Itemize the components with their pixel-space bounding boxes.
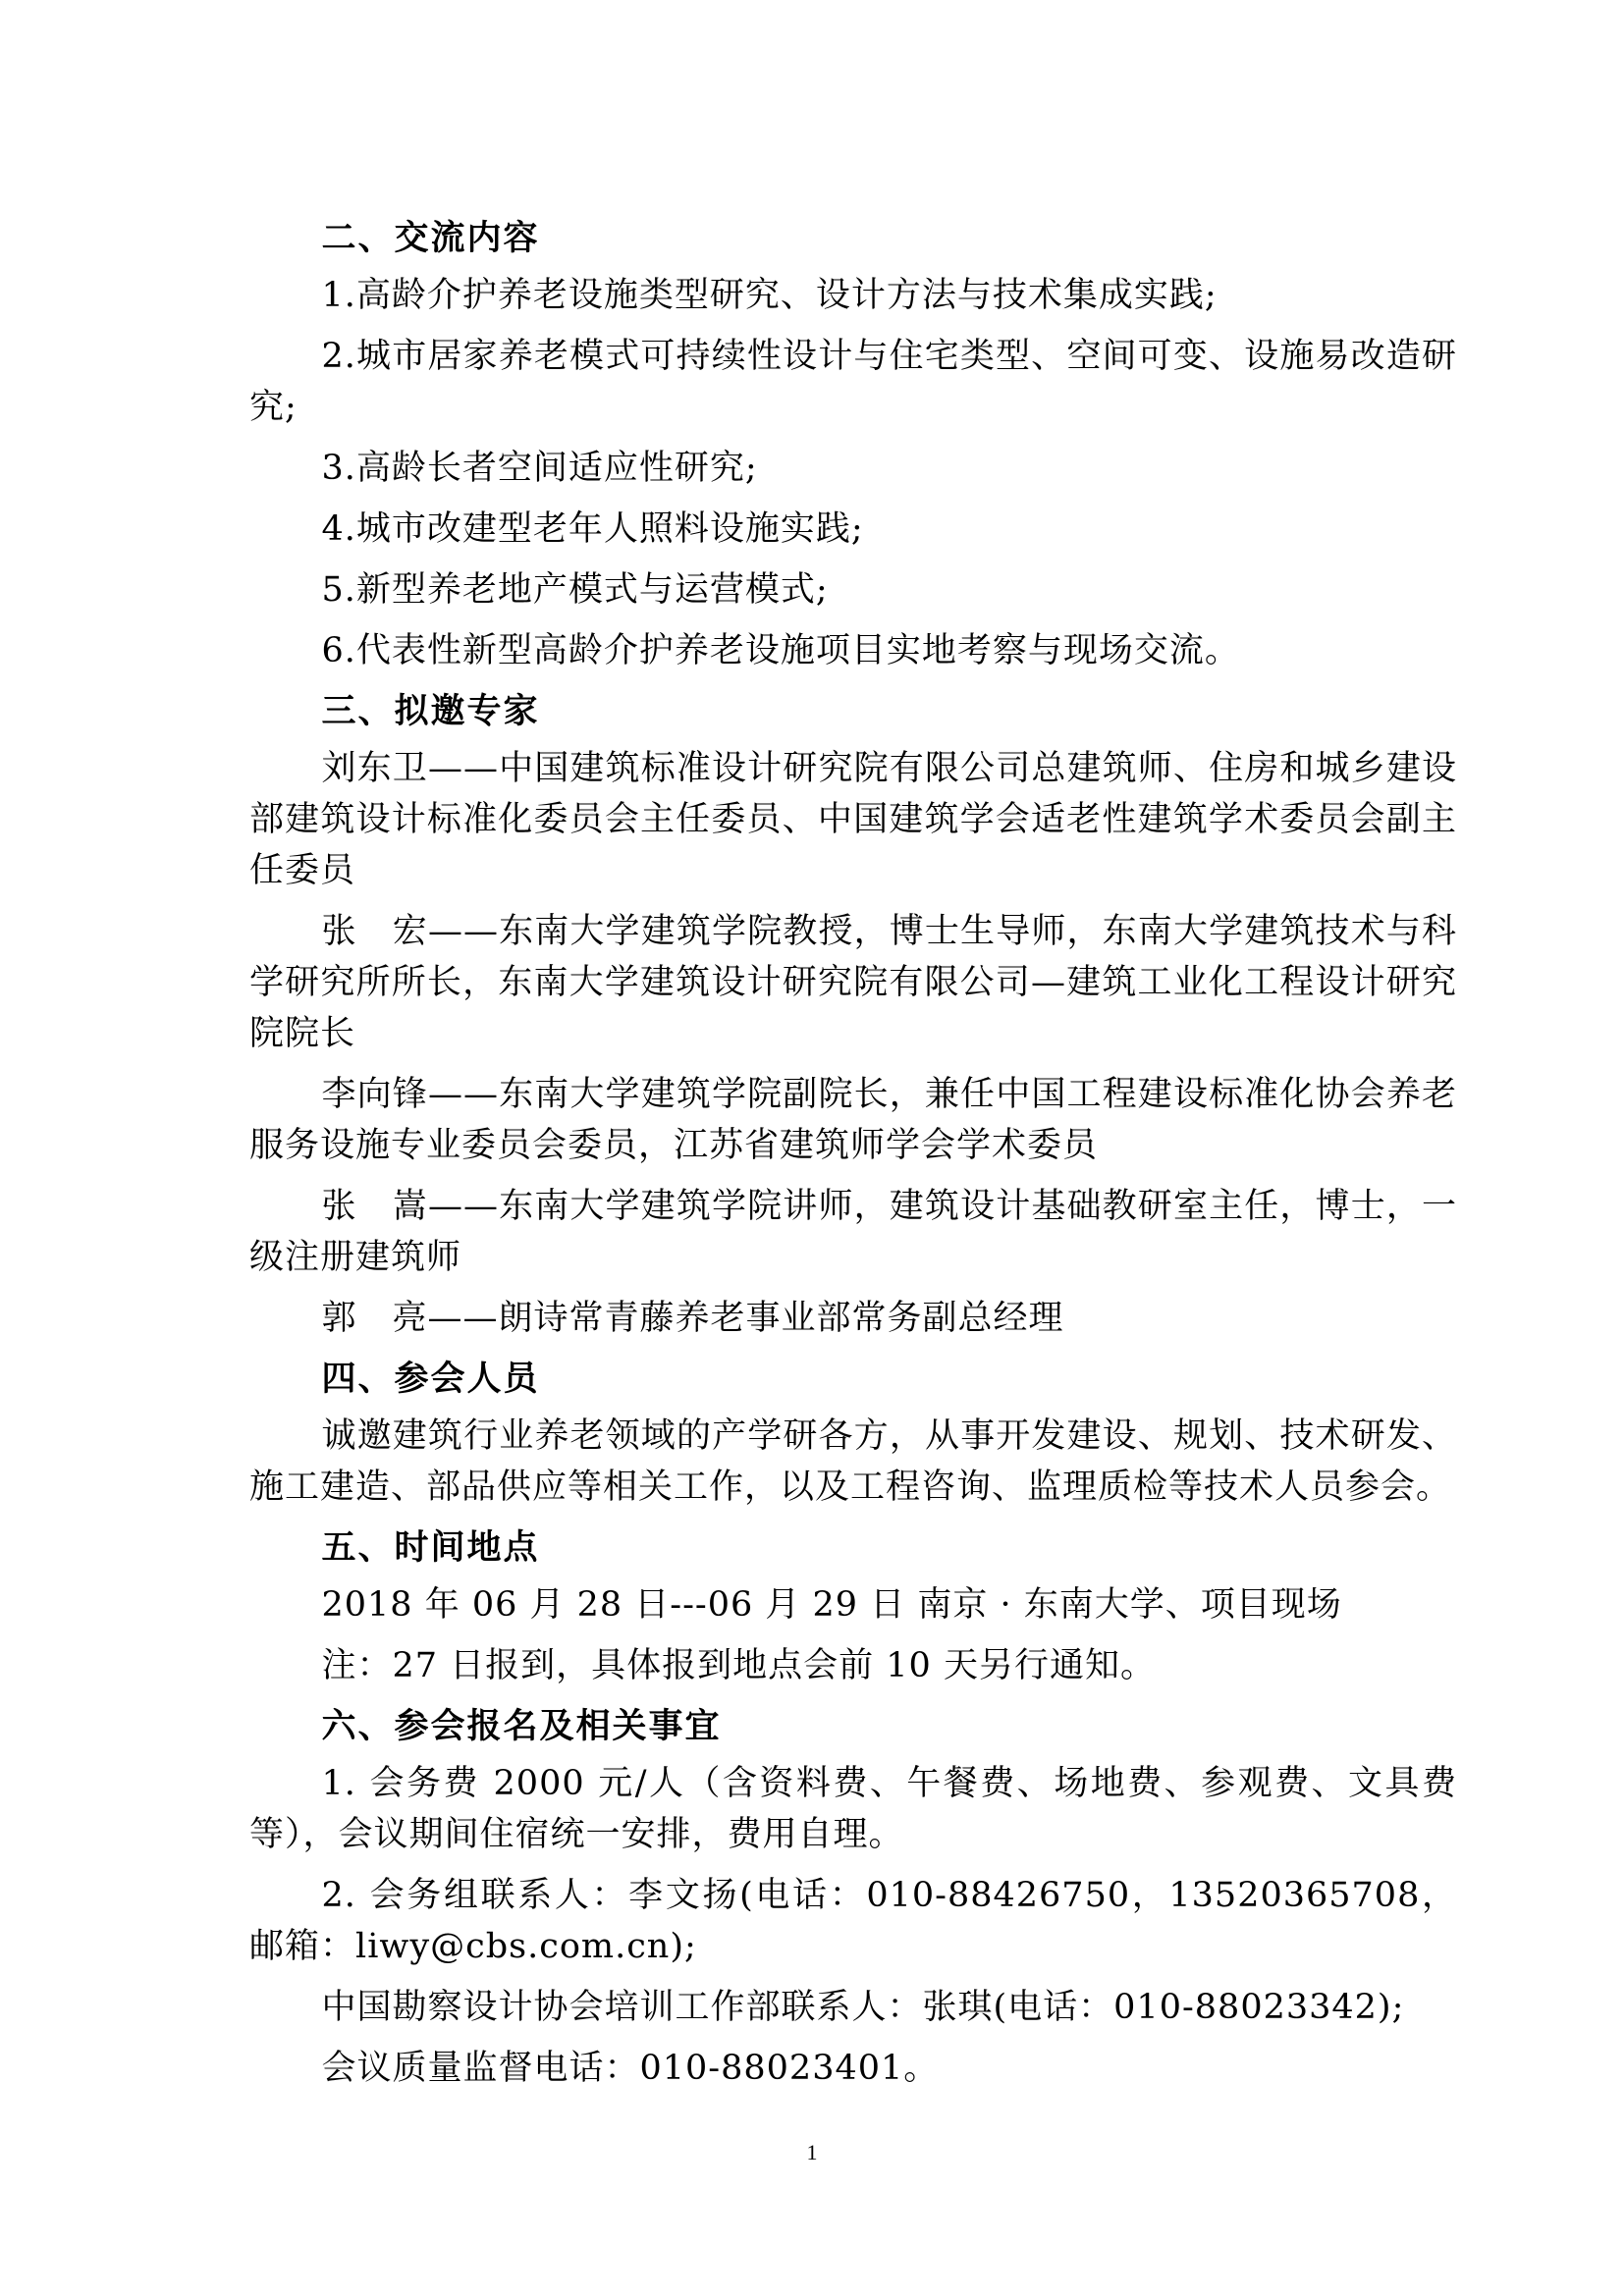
list-item: 3.高龄长者空间适应性研究; bbox=[321, 449, 758, 488]
list-item: 6.代表性新型高龄介护养老设施项目实地考察与现场交流。 bbox=[321, 631, 1240, 670]
page-number: 1 bbox=[806, 2140, 818, 2164]
expert-entry: 张 嵩——东南大学建筑学院讲师，建筑设计基础教研室主任，博士，一级注册建筑师 bbox=[249, 1187, 1457, 1277]
document-body bbox=[249, 213, 1457, 2104]
section-exchange-content bbox=[249, 213, 1457, 676]
section-heading: 二、交流内容 bbox=[321, 218, 540, 258]
list-item: 4.城市改建型老年人照料设施实践; bbox=[321, 509, 864, 549]
section-heading: 六、参会报名及相关事宜 bbox=[321, 1706, 722, 1746]
paragraph: 注：27 日报到，具体报到地点会前 10 天另行通知。 bbox=[321, 1646, 1156, 1685]
paragraph: 会议质量监督电话：010-88023401。 bbox=[321, 2049, 940, 2088]
list-item: 5.新型养老地产模式与运营模式; bbox=[321, 570, 829, 610]
expert-entry: 张 宏——东南大学建筑学院教授，博士生导师，东南大学建筑技术与科学研究所所长，东南大学建筑设计研究院有限公司—建筑工业化工程设计研究院院长 bbox=[249, 912, 1457, 1053]
paragraph: 2018 年 06 月 28 日---06 月 29 日 南京 · 东南大学、项目现场 bbox=[321, 1585, 1342, 1625]
paragraph: 2. 会务组联系人：李文扬(电话：010-88426750，13520365708，邮箱：liwy@cbs.com.cn); bbox=[249, 1876, 1457, 1966]
expert-entry: 郭 亮——朗诗常青藤养老事业部常务副总经理 bbox=[321, 1299, 1064, 1338]
paragraph: 中国勘察设计协会培训工作部联系人：张琪(电话：010-88023342); bbox=[321, 1988, 1405, 2027]
section-invited-experts bbox=[249, 686, 1457, 1344]
section-registration bbox=[249, 1701, 1457, 2094]
paragraph: 诚邀建筑行业养老领域的产学研各方，从事开发建设、规划、技术研发、施工建造、部品供应等相关工作，以及工程咨询、监理质检等技术人员参会。 bbox=[249, 1416, 1457, 1507]
expert-entry: 刘东卫——中国建筑标准设计研究院有限公司总建筑师、住房和城乡建设部建筑设计标准化委员会主任委员、中国建筑学会适老性建筑学术委员会副主任委员 bbox=[249, 749, 1457, 890]
list-item: 2.城市居家养老模式可持续性设计与住宅类型、空间可变、设施易改造研究; bbox=[249, 337, 1457, 427]
section-time-location bbox=[249, 1522, 1457, 1691]
paragraph: 1. 会务费 2000 元/人（含资料费、午餐费、场地费、参观费、文具费等），会议期间住宿统一安排，费用自理。 bbox=[249, 1764, 1457, 1854]
list-item: 1.高龄介护养老设施类型研究、设计方法与技术集成实践; bbox=[321, 276, 1218, 315]
section-heading: 五、时间地点 bbox=[321, 1527, 540, 1568]
expert-entry: 李向锋——东南大学建筑学院副院长，兼任中国工程建设标准化协会养老服务设施专业委员会委员，江苏省建筑师学会学术委员 bbox=[249, 1075, 1457, 1165]
section-heading: 四、参会人员 bbox=[321, 1359, 540, 1399]
section-heading: 三、拟邀专家 bbox=[321, 691, 540, 731]
section-participants bbox=[249, 1354, 1457, 1513]
